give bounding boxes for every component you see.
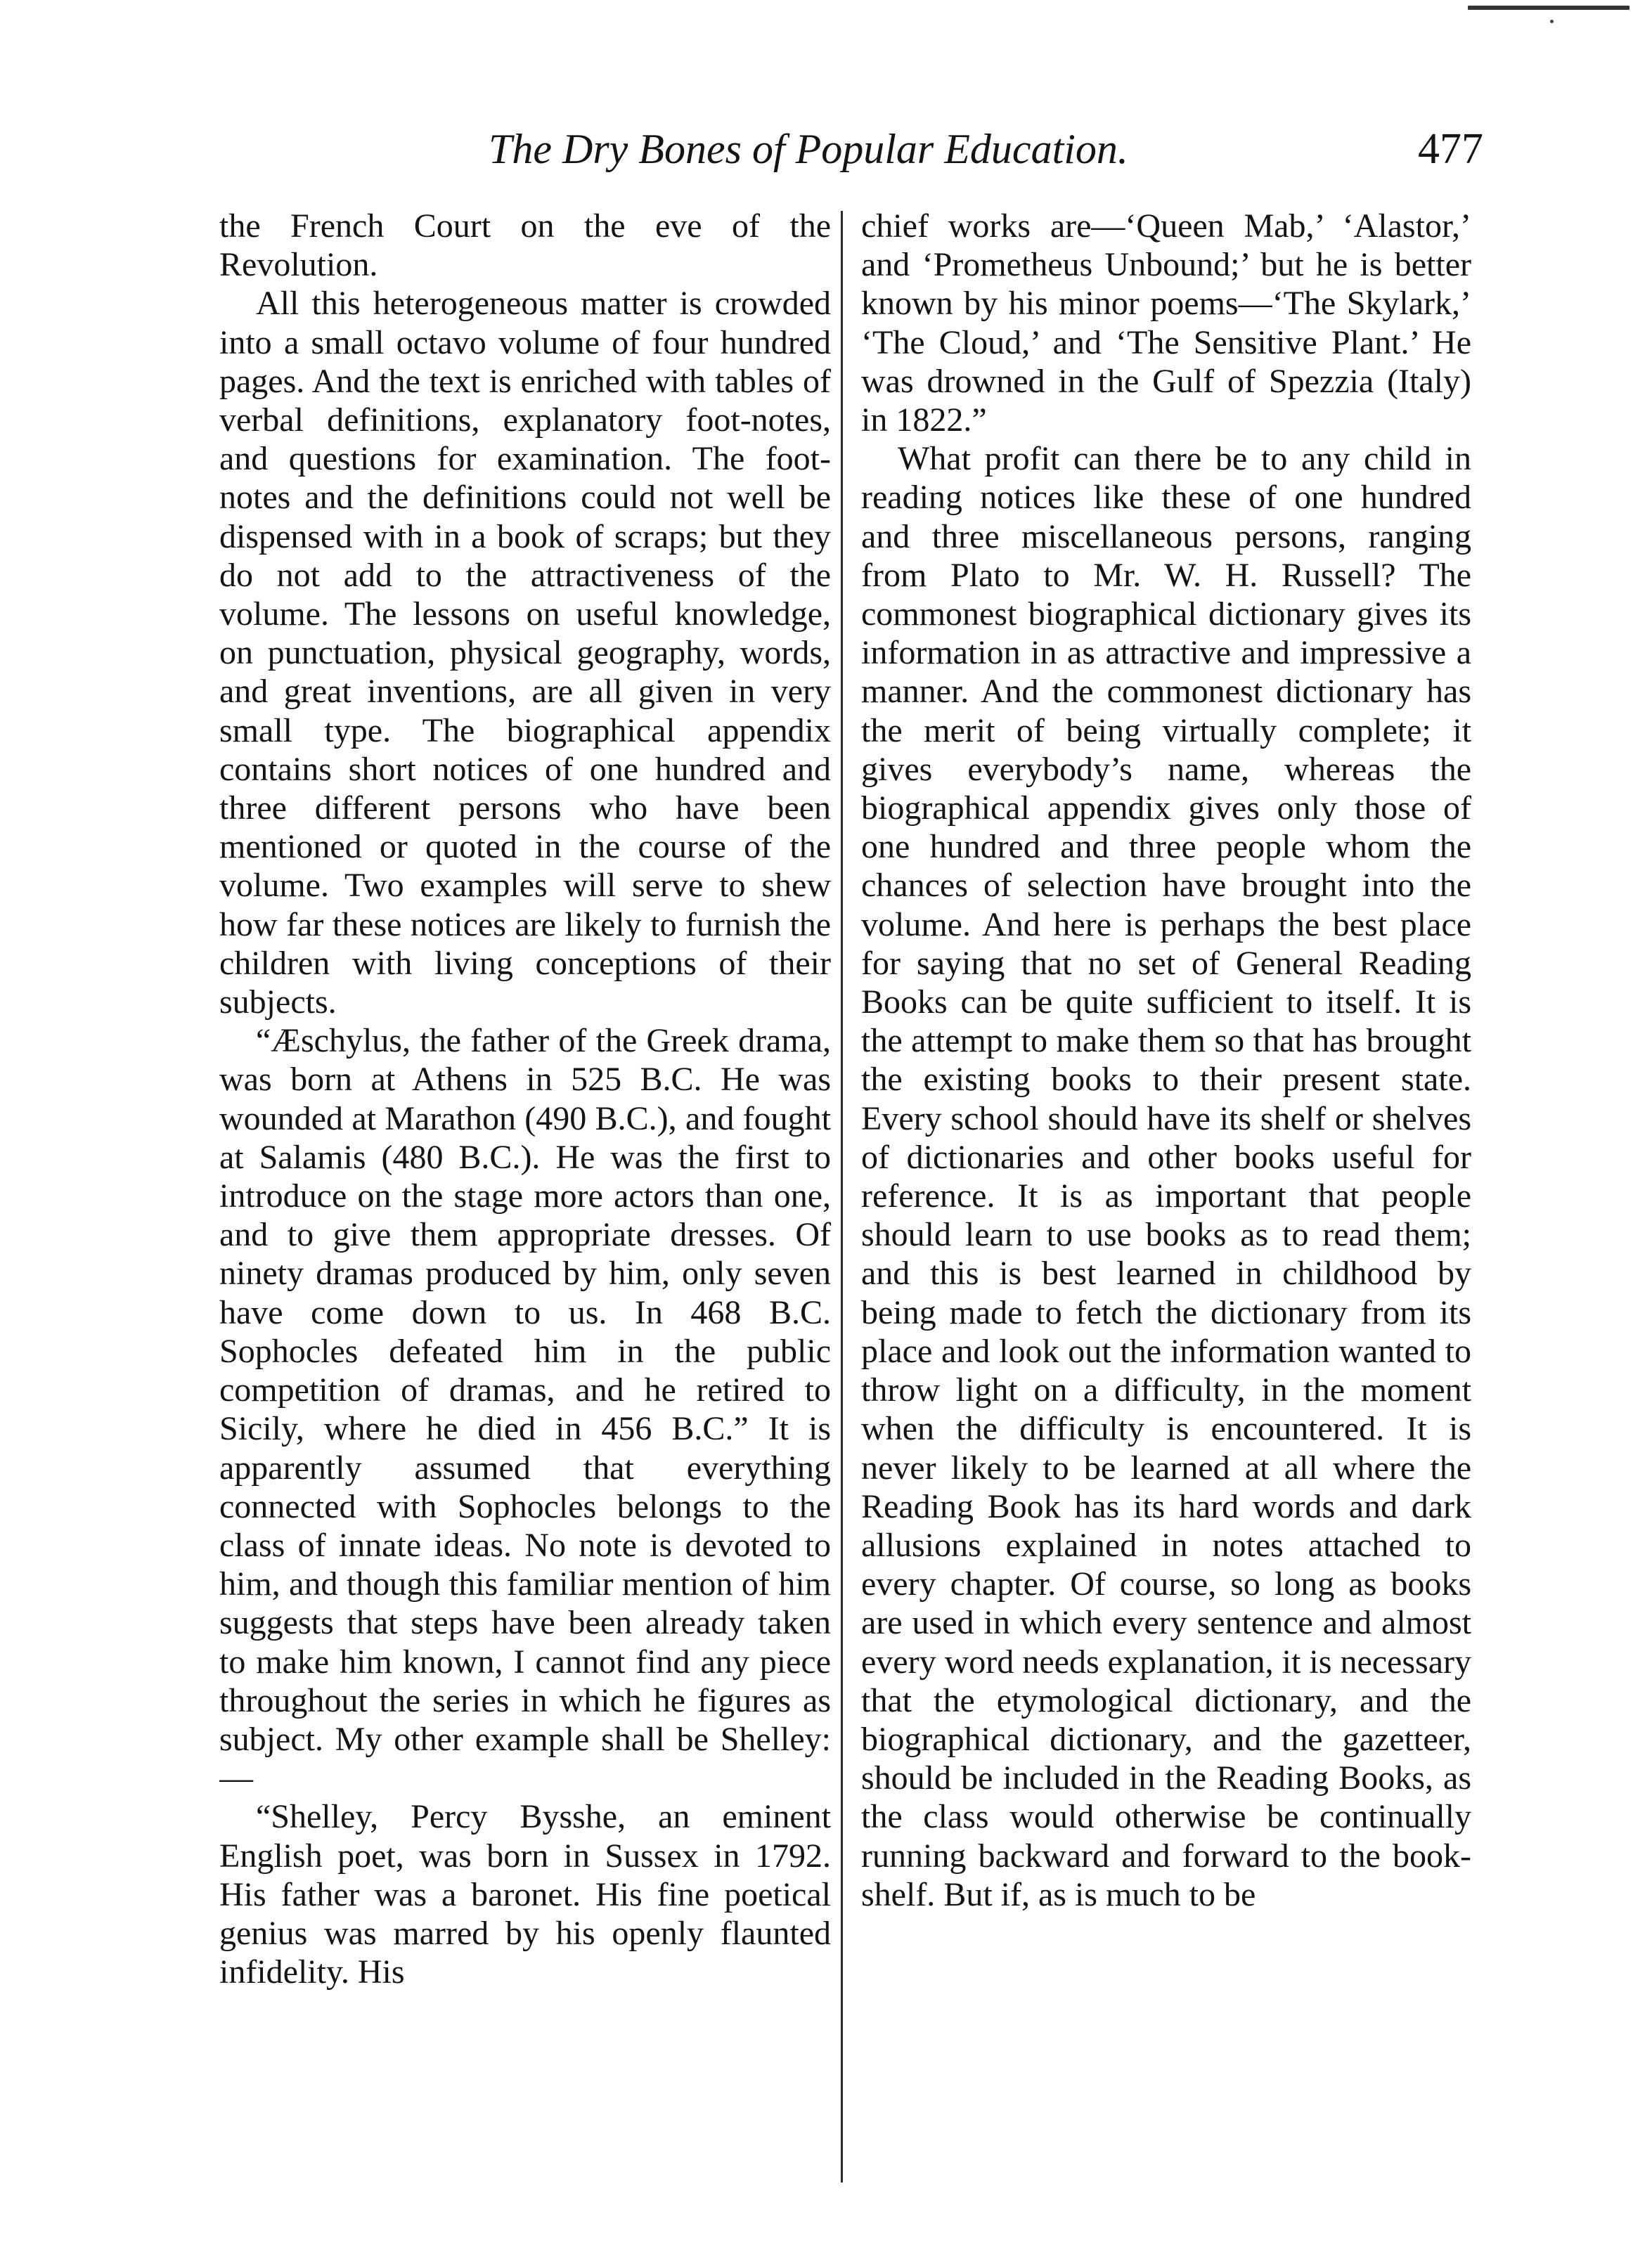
quote-paragraph: “Æschylus, the father of the Greek drama, was born at Athens in 525 B.C. He was wounded at Marathon (490 B.C.), and fought at Salamis (480 B.C.). He was the first to introduce on the stage more actors than one, and to give them appropriate dresses. Of ninety dramas produced by him, only seven have come down to us. In 468 B.C. Sophocles defeated him in the public competition of dramas, and he retired to Sicily, where he died in 456 B.C.” It is apparently assumed that everything connected with Sophocles belongs to the class of innate ideas. No note is devoted to him, and though this familiar mention of him suggests that steps have been already taken to make him known, I cannot find any piece throughout the series in which he figures as subject. My other example shall be Shelley:— xyxy=(219,1022,831,1797)
paragraph: What profit can there be to any child in reading notices like these of one hundred and three miscellaneous persons, ranging from Plato to Mr. W. H. Russell? The commonest biographical dictionary gives its information in as attractive and impressive a manner. And the commonest dictionary has the merit of being virtually complete; it gives everybody’s name, whereas the biographical appendix gives only those of one hundred and three people whom the chances of selection have brought into the volume. And here is perhaps the best place for saying that no set of General Reading Books can be quite sufficient to itself. It is the attempt to make them so that has brought the existing books to their present state. Every school should have its shelf or shelves of dictionaries and other books useful for reference. It is as important that people should learn to use books as to read them; and this is best learned in childhood by being made to fetch the dictionary from its place and look out the information wanted to throw light on a difficulty, in the moment when the difficulty is encountered. It is never likely to be learned at all where the Reading Book has its hard words and dark allusions explained in notes attached to every chapter. Of course, so long as books are used in which every sentence and almost every word needs explanation, it is necessary that the etymological dictionary, and the biographical dictionary, and the gazetteer, should be included in the Reading Books, as the class would otherwise be continually running backward and forward to the book-shelf. But if, as is much to be xyxy=(861,440,1471,1913)
column-divider xyxy=(841,211,843,2182)
quote-paragraph: “Shelley, Percy Bysshe, an eminent English poet, was born in Sussex in 1792. His father was a baronet. His fine poetical genius was marred by his openly flaunted infidelity. His xyxy=(219,1798,831,1991)
page-header xyxy=(211,121,1483,184)
page-number: 477 xyxy=(1418,125,1483,173)
scan-edge-mark xyxy=(1468,6,1630,10)
paragraph: chief works are—‘Queen Mab,’ ‘Alastor,’ and ‘Prometheus Unbound;’ but he is better known by his minor poems—‘The Skylark,’ ‘The Cloud,’ and ‘The Sensitive Plant.’ He was drowned in the Gulf of Spezzia (Italy) in 1822.” xyxy=(861,207,1471,439)
paragraph: All this heterogeneous matter is crowded into a small octavo volume of four hundred pages. And the text is enriched with tables of verbal definitions, explanatory foot-notes, and questions for examination. The foot-notes and the definitions could not well be dispensed with in a book of scraps; but they do not add to the attractiveness of the volume. The lessons on useful knowledge, on punctuation, physical geography, words, and great inventions, are all given in very small type. The biographical appendix contains short notices of one hundred and three different persons who have been mentioned or quoted in the course of the volume. Two examples will serve to shew how far these notices are likely to furnish the children with living conceptions of their subjects. xyxy=(219,285,831,1021)
left-column xyxy=(219,207,831,2182)
running-title: The Dry Bones of Popular Education. xyxy=(489,126,1128,172)
paragraph: the French Court on the eve of the Revolution. xyxy=(219,207,831,284)
right-column xyxy=(861,207,1471,2182)
scan-speck xyxy=(1550,20,1554,23)
